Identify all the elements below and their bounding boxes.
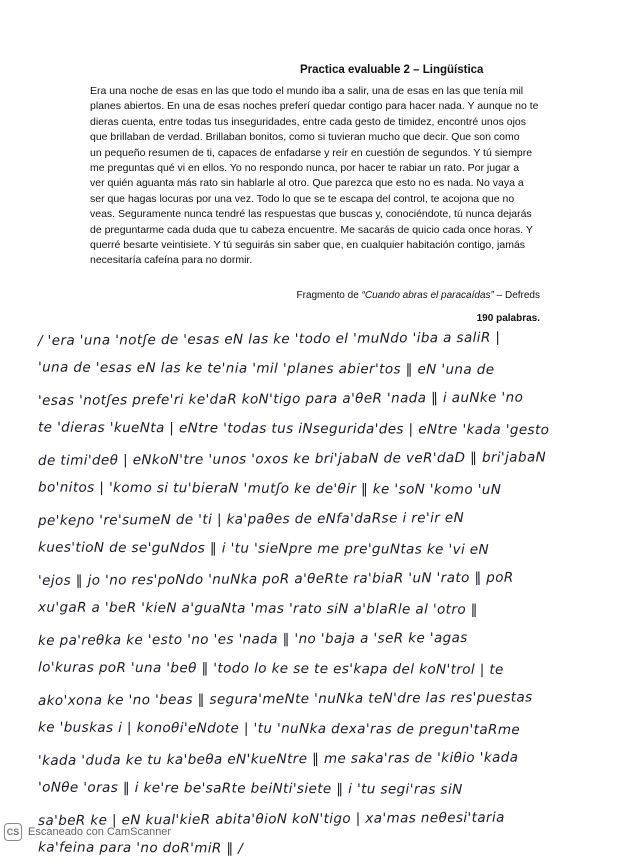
source-author: – Defreds: [493, 290, 540, 301]
transcription-line: lo'kuras poR 'una 'beθ ‖ 'todo lo ke se te es'kapa del koN'trol | te: [37, 659, 504, 678]
passage-line: ver quién aguanta más rato sin hablarle al otro. Que parezca que esto no es nada. No vaya a: [90, 177, 524, 190]
word-count: 190 palabras.: [476, 313, 540, 324]
transcription-line: / 'era 'una 'notʃe de 'esas eN las ke 'todo el 'muNdo 'iba a saliR |: [37, 329, 501, 349]
passage-line: ser que hagas locuras por una vez. Todo lo que se te escapa del control, te acojona que no: [90, 192, 515, 205]
handwritten-transcription: [38, 324, 598, 864]
transcription-line: ke pa'reθka ke 'esto 'no 'es 'nada ‖ 'no 'baja a 'seR ke 'agas: [37, 629, 468, 649]
source-attribution: [286, 290, 540, 301]
passage-line: un pequeño resumen de ti, capaces de enfadarse y reír en cuestión de segundos. Y tú siempre: [90, 146, 533, 159]
passage-line: dieras cuenta, entre todas tus inseguridades, entre cada gesto de timidez, encontré unos ojos: [90, 115, 527, 128]
transcription-line: 'ejos ‖ jo 'no res'poNdo 'nuNka poR a'θeRte ra'biaR 'uN 'rato ‖ poR: [37, 569, 514, 589]
transcription-line: 'kada 'duda ke tu ka'beθa eN'kueNtre ‖ me saka'ras de 'kiθio 'kada: [37, 749, 519, 769]
passage-line: necesitaría cafeína para no dormir.: [90, 254, 253, 267]
passage-line: querré besarte veintisiete. Y tú seguirás sin saber que, en cualquier habitación contigo, jamás: [90, 239, 526, 252]
transcription-line: ka'feina para 'no doR'miR ‖ /: [37, 839, 244, 857]
document-title: Practica evaluable 2 – Lingüística: [300, 64, 484, 76]
transcription-line: kues'tioN de se'guNdos ‖ i 'tu 'sieNpre me pre'guNtas ke 'vi eN: [37, 539, 490, 558]
passage-line: de preguntarme cada duda que tu cabeza encuentre. Me sacarás de quicio cada once horas. Y: [90, 223, 533, 236]
transcription-line: ako'xona ke 'no 'beas ‖ segura'meNte 'nuNka teN'dre las res'puestas: [37, 689, 533, 709]
camscanner-logo-icon: CS: [4, 823, 22, 841]
transcription-line: de timi'deθ | eNkoN'tre 'unos 'oxos ke bri'jabaN de veR'daD ‖ bri'jabaN: [37, 449, 547, 469]
passage-line: veas. Seguramente nunca tendré las respuestas que buscas y, conociéndote, tú nunca dejarás: [90, 208, 532, 221]
source-title: “Cuando abras el paracaídas”: [361, 290, 494, 301]
passage-text: [90, 84, 545, 269]
transcription-line: te 'dieras 'kueNta | eNtre 'todas tus iNsegurida'des | eNtre 'kada 'gesto: [37, 419, 550, 439]
transcription-line: pe'keɲo 're'sumeN de 'ti | ka'paθes de eNfa'daRse i re'ir eN: [37, 509, 465, 529]
transcription-line: 'oNθe 'oras ‖ i ke're be'saRte beiNti'siete ‖ i 'tu segi'ras siN: [37, 779, 463, 798]
passage-line: que brillaban de verdad. Brillaban bonitos, como si tuvieran mucho que decir. Que son como: [90, 131, 520, 144]
transcription-line: xu'gaR a 'beR 'kieN a'guaNta 'mas 'rato siN a'blaRle al 'otro ‖: [37, 599, 478, 618]
passage-line: planes abiertos. En una de esas noches preferí quedar contigo para hacer nada. Y aunque no te: [90, 100, 539, 113]
transcription-line: ke 'buskas i | konoθi'eNdote | 'tu 'nuNka dexa'ras de pregun'taRme: [37, 719, 521, 739]
footer-text: Escaneado con CamScanner: [28, 826, 172, 838]
transcription-line: sa'beR ke | eN kual'kieR abita'θioN koN'tigo | xa'mas neθesi'taria: [37, 809, 505, 829]
transcription-line: 'una de 'esas eN las ke te'nia 'mil 'planes abier'tos ‖ eN 'una de: [37, 359, 495, 378]
transcription-line: 'esas 'notʃes prefe'ri ke'daR koN'tigo para a'θeR 'nada ‖ i auNke 'no: [37, 389, 524, 409]
transcription-line: bo'nitos | 'komo si tu'bieraN 'mutʃo ke de'θir ‖ ke 'soN 'komo 'uN: [37, 479, 502, 498]
passage-line: Era una noche de esas en las que todo el mundo iba a salir, una de esas en las que tenía mil: [90, 85, 524, 97]
source-prefix: Fragmento de: [296, 290, 362, 301]
scanner-footer: [4, 822, 304, 842]
passage-line: me preguntas qué vi en ellos. Yo no respondo nunca, por hacer te rabiar un rato. Por jugar a: [90, 162, 520, 175]
